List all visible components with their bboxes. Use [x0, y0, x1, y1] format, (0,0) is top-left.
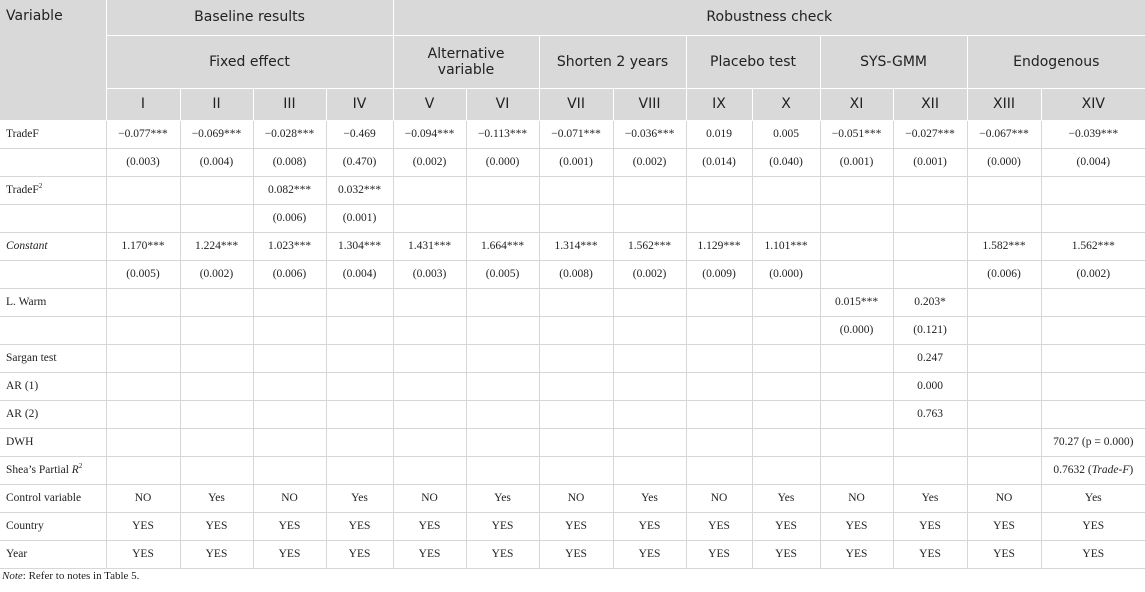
table-cell: 1.314*** — [539, 232, 613, 260]
column-header: XIV — [1041, 88, 1145, 120]
row-label-text: AR (1) — [6, 380, 39, 392]
table-row — [0, 428, 1145, 456]
table-cell — [393, 176, 466, 204]
table-cell — [466, 288, 539, 316]
table-cell: 1.129*** — [686, 232, 752, 260]
table-cell — [539, 372, 613, 400]
row-label-text: Shea’s Partial — [6, 464, 72, 476]
placebo-test-header: Placebo test — [686, 35, 820, 88]
table-cell: 1.224*** — [180, 232, 253, 260]
table-cell — [466, 428, 539, 456]
table-cell: YES — [180, 512, 253, 540]
table-cell — [393, 372, 466, 400]
table-cell: −0.051*** — [820, 120, 893, 148]
table-cell: YES — [613, 540, 686, 568]
table-cell: 70.27 (p = 0.000) — [1041, 428, 1145, 456]
table-cell: YES — [1041, 512, 1145, 540]
row-label-superscript: 2 — [78, 462, 83, 471]
table-cell — [1041, 316, 1145, 344]
table-cell: −0.113*** — [466, 120, 539, 148]
table-cell — [466, 316, 539, 344]
row-label — [0, 176, 106, 204]
table-cell — [752, 428, 820, 456]
row-label-italic: R — [71, 464, 79, 476]
table-cell — [393, 428, 466, 456]
table-cell: NO — [253, 484, 326, 512]
row-label-text: L. Warm — [6, 296, 47, 308]
table-cell — [393, 204, 466, 232]
table-cell — [393, 316, 466, 344]
row-label — [0, 316, 106, 344]
table-cell: YES — [106, 540, 180, 568]
column-header: V — [393, 88, 466, 120]
table-cell: YES — [253, 540, 326, 568]
table-cell — [539, 456, 613, 484]
table-cell: (0.005) — [106, 260, 180, 288]
table-cell — [539, 288, 613, 316]
table-cell — [326, 400, 393, 428]
table-cell: (0.008) — [539, 260, 613, 288]
table-cell: 1.101*** — [752, 232, 820, 260]
table-cell — [106, 316, 180, 344]
table-cell: (0.014) — [686, 148, 752, 176]
table-cell: 1.562*** — [613, 232, 686, 260]
table-cell — [253, 456, 326, 484]
table-cell — [752, 288, 820, 316]
table-row — [0, 260, 1145, 288]
table-cell: (0.000) — [820, 316, 893, 344]
table-cell — [967, 428, 1041, 456]
table-cell — [820, 456, 893, 484]
table-cell — [967, 372, 1041, 400]
table-cell: YES — [613, 512, 686, 540]
table-cell: −0.469 — [326, 120, 393, 148]
table-cell — [326, 372, 393, 400]
column-header: III — [253, 88, 326, 120]
table-cell: (0.005) — [466, 260, 539, 288]
row-label — [0, 456, 106, 484]
table-cell: (0.003) — [393, 260, 466, 288]
table-cell — [967, 400, 1041, 428]
column-header: VIII — [613, 88, 686, 120]
table-cell — [1041, 372, 1145, 400]
column-header: X — [752, 88, 820, 120]
table-cell — [393, 456, 466, 484]
table-cell — [326, 428, 393, 456]
table-cell: YES — [539, 540, 613, 568]
table-cell: YES — [253, 512, 326, 540]
table-cell — [820, 428, 893, 456]
table-cell: YES — [752, 512, 820, 540]
table-cell — [180, 288, 253, 316]
table-cell — [466, 344, 539, 372]
table-cell — [820, 176, 893, 204]
table-cell: Yes — [180, 484, 253, 512]
table-row — [0, 456, 1145, 484]
row-label — [0, 120, 106, 148]
table-cell: Yes — [326, 484, 393, 512]
table-row — [0, 400, 1145, 428]
row-label — [0, 204, 106, 232]
table-cell: (0.002) — [613, 148, 686, 176]
table-cell — [1041, 176, 1145, 204]
table-row — [0, 512, 1145, 540]
table-cell — [893, 428, 967, 456]
table-cell: (0.009) — [686, 260, 752, 288]
table-cell: YES — [393, 512, 466, 540]
table-cell — [326, 316, 393, 344]
column-header: XI — [820, 88, 893, 120]
row-label-text: TradeF — [6, 184, 39, 196]
row-label — [0, 344, 106, 372]
table-cell: NO — [539, 484, 613, 512]
table-cell — [106, 456, 180, 484]
table-cell — [820, 204, 893, 232]
table-cell — [613, 204, 686, 232]
table-cell — [752, 344, 820, 372]
column-header: IV — [326, 88, 393, 120]
table-cell: (0.002) — [1041, 260, 1145, 288]
column-header: IX — [686, 88, 752, 120]
table-cell: (0.470) — [326, 148, 393, 176]
table-cell: YES — [967, 512, 1041, 540]
table-cell — [686, 204, 752, 232]
table-cell — [893, 456, 967, 484]
shorten-2-years-header: Shorten 2 years — [539, 35, 686, 88]
table-cell: 1.023*** — [253, 232, 326, 260]
table-cell — [106, 344, 180, 372]
variable-header: Variable — [0, 0, 106, 120]
table-cell: Yes — [1041, 484, 1145, 512]
table-cell — [1041, 400, 1145, 428]
table-cell — [820, 400, 893, 428]
shea-value-prefix: 0.7632 ( — [1053, 464, 1092, 476]
table-cell: (0.004) — [326, 260, 393, 288]
row-label — [0, 260, 106, 288]
table-cell: (0.002) — [180, 260, 253, 288]
table-cell — [686, 176, 752, 204]
table-cell — [180, 176, 253, 204]
table-cell: YES — [466, 512, 539, 540]
table-cell: (0.001) — [820, 148, 893, 176]
row-label — [0, 540, 106, 568]
table-cell: NO — [106, 484, 180, 512]
table-cell — [539, 176, 613, 204]
table-cell: (0.002) — [613, 260, 686, 288]
table-cell: YES — [820, 512, 893, 540]
table-cell — [752, 372, 820, 400]
shea-value-suffix: ) — [1129, 464, 1134, 476]
table-cell — [1041, 288, 1145, 316]
table-cell: Yes — [893, 484, 967, 512]
table-cell — [106, 204, 180, 232]
table-cell: 0.082*** — [253, 176, 326, 204]
table-cell: −0.039*** — [1041, 120, 1145, 148]
table-cell: 0.000 — [893, 372, 967, 400]
column-header: XIII — [967, 88, 1041, 120]
table-cell — [180, 372, 253, 400]
table-cell: 1.304*** — [326, 232, 393, 260]
row-label-text: Control variable — [6, 492, 82, 504]
table-cell — [893, 232, 967, 260]
table-cell: −0.027*** — [893, 120, 967, 148]
table-row — [0, 344, 1145, 372]
table-cell: YES — [106, 512, 180, 540]
robustness-check-header: Robustness check — [393, 0, 1145, 35]
table-cell — [967, 204, 1041, 232]
table-cell: NO — [393, 484, 466, 512]
table-cell — [106, 288, 180, 316]
table-cell — [253, 288, 326, 316]
table-cell — [686, 372, 752, 400]
table-cell — [820, 232, 893, 260]
table-cell: NO — [967, 484, 1041, 512]
table-cell: (0.040) — [752, 148, 820, 176]
table-cell: YES — [393, 540, 466, 568]
table-cell: YES — [893, 540, 967, 568]
table-cell: 1.170*** — [106, 232, 180, 260]
table-cell — [967, 288, 1041, 316]
table-cell: −0.077*** — [106, 120, 180, 148]
table-cell — [393, 344, 466, 372]
note-text: : Refer to notes in Table 5. — [22, 569, 140, 582]
column-header: XII — [893, 88, 967, 120]
table-cell: (0.006) — [967, 260, 1041, 288]
table-cell: YES — [967, 540, 1041, 568]
table-cell — [820, 372, 893, 400]
table-cell — [106, 176, 180, 204]
row-label-text: AR (2) — [6, 408, 39, 420]
table-cell: (0.008) — [253, 148, 326, 176]
row-label — [0, 400, 106, 428]
sys-gmm-header: SYS-GMM — [820, 35, 967, 88]
row-label-text: Sargan test — [6, 352, 57, 364]
table-cell — [752, 456, 820, 484]
table-cell — [686, 344, 752, 372]
table-cell — [686, 456, 752, 484]
row-label — [0, 512, 106, 540]
table-cell — [106, 372, 180, 400]
table-cell: (0.000) — [967, 148, 1041, 176]
table-cell: YES — [326, 540, 393, 568]
table-cell — [539, 204, 613, 232]
table-cell — [466, 456, 539, 484]
table-row — [0, 148, 1145, 176]
table-row — [0, 232, 1145, 260]
row-label — [0, 288, 106, 316]
table-cell — [253, 316, 326, 344]
table-row — [0, 540, 1145, 568]
table-cell: 0.203* — [893, 288, 967, 316]
fixed-effect-header: Fixed effect — [106, 35, 393, 88]
table-cell — [326, 288, 393, 316]
table-cell — [613, 400, 686, 428]
table-cell: YES — [752, 540, 820, 568]
column-header: VI — [466, 88, 539, 120]
table-cell — [253, 344, 326, 372]
table-cell: YES — [180, 540, 253, 568]
table-cell — [613, 176, 686, 204]
table-cell — [253, 428, 326, 456]
table-cell — [686, 316, 752, 344]
table-cell — [967, 456, 1041, 484]
row-label — [0, 148, 106, 176]
row-label: DWH — [0, 428, 106, 456]
table-cell — [967, 176, 1041, 204]
row-label-text: Constant — [6, 240, 48, 252]
table-cell — [253, 400, 326, 428]
table-cell — [686, 288, 752, 316]
table-cell: (0.000) — [466, 148, 539, 176]
row-label — [0, 484, 106, 512]
table-cell: YES — [820, 540, 893, 568]
table-cell — [466, 400, 539, 428]
table-cell: 0.019 — [686, 120, 752, 148]
table-cell: YES — [326, 512, 393, 540]
row-label-text: Year — [6, 548, 28, 560]
column-header: I — [106, 88, 180, 120]
table-cell: Yes — [752, 484, 820, 512]
table-cell — [539, 316, 613, 344]
table-cell — [613, 288, 686, 316]
table-cell — [752, 400, 820, 428]
table-cell — [180, 204, 253, 232]
table-cell: (0.004) — [180, 148, 253, 176]
table-cell — [326, 456, 393, 484]
table-cell: 1.431*** — [393, 232, 466, 260]
column-header: II — [180, 88, 253, 120]
table-row — [0, 484, 1145, 512]
shea-value-italic: Trade-F — [1091, 464, 1130, 476]
table-cell: −0.094*** — [393, 120, 466, 148]
row-label-text: TradeF — [6, 128, 39, 140]
table-cell — [539, 428, 613, 456]
table-cell — [253, 372, 326, 400]
table-cell: (0.001) — [893, 148, 967, 176]
table-cell: NO — [686, 484, 752, 512]
table-cell — [613, 316, 686, 344]
table-cell — [686, 400, 752, 428]
table-cell: (0.002) — [393, 148, 466, 176]
endogenous-header: Endogenous — [967, 35, 1145, 88]
table-cell — [466, 372, 539, 400]
table-cell — [180, 400, 253, 428]
note-label: Note — [2, 569, 23, 582]
table-cell: −0.067*** — [967, 120, 1041, 148]
table-cell: (0.006) — [253, 260, 326, 288]
table-cell: (0.001) — [326, 204, 393, 232]
table-cell: (0.006) — [253, 204, 326, 232]
table-cell: NO — [820, 484, 893, 512]
table-cell: −0.028*** — [253, 120, 326, 148]
table-cell — [326, 344, 393, 372]
table-cell: YES — [686, 512, 752, 540]
table-cell: YES — [1041, 540, 1145, 568]
table-cell: 0.005 — [752, 120, 820, 148]
table-cell — [466, 176, 539, 204]
table-cell — [967, 344, 1041, 372]
table-cell — [752, 316, 820, 344]
table-row — [0, 372, 1145, 400]
table-cell: 1.664*** — [466, 232, 539, 260]
table-cell: Yes — [466, 484, 539, 512]
table-cell: −0.071*** — [539, 120, 613, 148]
table-cell — [1041, 204, 1145, 232]
table-cell — [393, 400, 466, 428]
table-row — [0, 316, 1145, 344]
column-header: VII — [539, 88, 613, 120]
table-cell — [180, 316, 253, 344]
table-cell: −0.069*** — [180, 120, 253, 148]
table-cell: YES — [539, 512, 613, 540]
table-cell — [686, 428, 752, 456]
table-cell: YES — [893, 512, 967, 540]
table-cell: (0.121) — [893, 316, 967, 344]
table-cell: −0.036*** — [613, 120, 686, 148]
table-cell — [180, 456, 253, 484]
table-cell — [466, 204, 539, 232]
table-cell — [613, 344, 686, 372]
table-cell: (0.003) — [106, 148, 180, 176]
table-cell: YES — [466, 540, 539, 568]
table-cell: (0.001) — [539, 148, 613, 176]
table-cell — [180, 428, 253, 456]
table-cell: 0.247 — [893, 344, 967, 372]
table-cell — [967, 316, 1041, 344]
table-cell: (0.004) — [1041, 148, 1145, 176]
table-cell — [613, 372, 686, 400]
table-cell: Yes — [613, 484, 686, 512]
table-cell: 1.562*** — [1041, 232, 1145, 260]
table-cell — [752, 176, 820, 204]
table-cell — [539, 344, 613, 372]
table-cell — [893, 176, 967, 204]
table-cell: YES — [686, 540, 752, 568]
table-cell — [893, 260, 967, 288]
table-cell: (0.000) — [752, 260, 820, 288]
table-row — [0, 204, 1145, 232]
table-cell: 1.582*** — [967, 232, 1041, 260]
table-cell: 0.015*** — [820, 288, 893, 316]
row-label-text: Country — [6, 520, 44, 532]
row-label-superscript: 2 — [38, 182, 43, 191]
table-row — [0, 120, 1145, 148]
table-cell — [820, 260, 893, 288]
table-cell — [539, 400, 613, 428]
table-cell — [393, 288, 466, 316]
table-cell — [1041, 344, 1145, 372]
table-cell: 0.032*** — [326, 176, 393, 204]
baseline-results-header: Baseline results — [106, 0, 393, 35]
table-note — [0, 569, 1145, 592]
table-cell — [893, 204, 967, 232]
table-cell — [180, 344, 253, 372]
table-cell — [1041, 456, 1145, 484]
table-cell — [613, 428, 686, 456]
table-cell — [106, 400, 180, 428]
table-cell — [106, 428, 180, 456]
alternative-variable-header: Alternative variable — [393, 35, 539, 88]
table-cell — [613, 456, 686, 484]
table-row — [0, 176, 1145, 204]
table-cell — [752, 204, 820, 232]
table-row — [0, 288, 1145, 316]
row-label — [0, 232, 106, 260]
table-cell — [820, 344, 893, 372]
row-label — [0, 372, 106, 400]
table-cell: 0.763 — [893, 400, 967, 428]
